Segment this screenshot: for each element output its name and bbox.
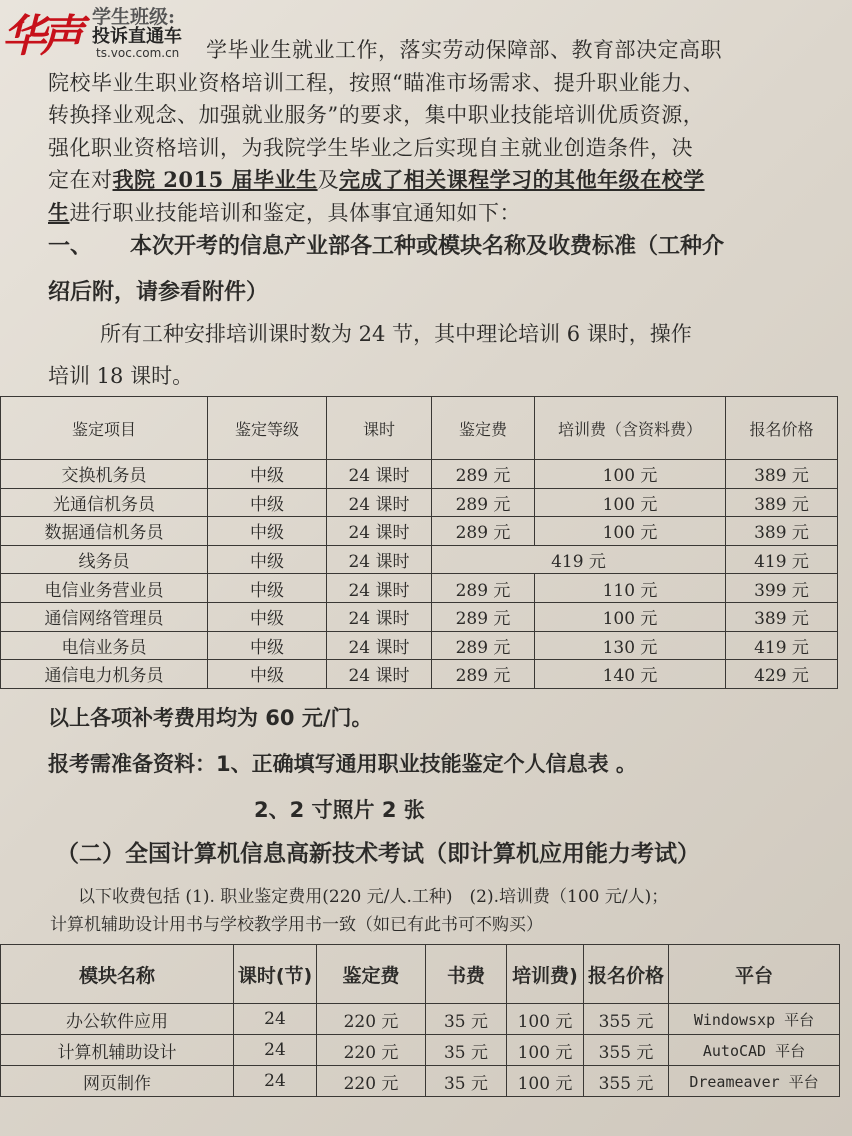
cell: 中级 — [208, 488, 327, 517]
cell: 通信电力机务员 — [1, 660, 208, 689]
fees-line-1: 以下收费包括 (1). 职业鉴定费用(220 元/人.工种) (2).培训费（100 元/人)； — [78, 887, 669, 907]
col-header: 平台 — [669, 945, 840, 1004]
cell: 35 元 — [426, 1035, 507, 1066]
table-row — [1, 545, 838, 574]
cell: 389 元 — [726, 488, 838, 517]
cell: 220 元 — [317, 1066, 426, 1097]
materials-line-2: 2、2 寸照片 2 张 — [254, 798, 425, 822]
col-header: 鉴定项目 — [1, 397, 208, 460]
table-row — [1, 602, 838, 631]
table-header-row — [1, 945, 840, 1004]
col-header: 报名价格 — [726, 397, 838, 460]
cell: 光通信机务员 — [1, 488, 208, 517]
brand-logo-script: 华声 — [2, 11, 78, 62]
col-header: 培训费（含资料费） — [535, 397, 726, 460]
col-header: 报名价格 — [584, 945, 669, 1004]
table-row — [1, 488, 838, 517]
cell: 110 元 — [535, 574, 726, 603]
cell: 24 课时 — [327, 545, 432, 574]
cell: 中级 — [208, 545, 327, 574]
table-row — [1, 660, 838, 689]
intro-line — [48, 164, 838, 197]
materials-line-1: 报考需准备资料：1、正确填写通用职业技能鉴定个人信息表 。 — [48, 752, 637, 776]
text-segment: 及 — [317, 168, 340, 192]
table-row — [1, 1066, 840, 1097]
intro-line: 学毕业生就业工作，落实劳动保障部、教育部决定高职 — [206, 38, 722, 62]
cell: 网页制作 — [1, 1066, 234, 1097]
col-header: 鉴定费 — [432, 397, 535, 460]
cell: 220 元 — [317, 1035, 426, 1066]
table-row — [1, 1004, 840, 1035]
cell: 35 元 — [426, 1004, 507, 1035]
cell: AutoCAD 平台 — [669, 1035, 840, 1066]
cell: 100 元 — [535, 460, 726, 489]
cell: 289 元 — [432, 574, 535, 603]
cell: 办公软件应用 — [1, 1004, 234, 1035]
fees-line-2: 计算机辅助设计用书与学校教学用书一致（如已有此书可不购买） — [50, 915, 543, 935]
col-header: 鉴定等级 — [208, 397, 327, 460]
text-segment: 定在对 — [48, 168, 113, 192]
cell: 24 — [234, 1066, 317, 1097]
cell: 289 元 — [432, 460, 535, 489]
table-row — [1, 460, 838, 489]
intro-line: 转换择业观念、加强就业服务”的要求，集中职业技能培训优质资源， — [48, 103, 705, 127]
cell: 100 元 — [507, 1066, 584, 1097]
cell: 289 元 — [432, 488, 535, 517]
merged-cell: 419 元 — [432, 545, 726, 574]
table-row — [1, 631, 838, 660]
col-header: 模块名称 — [1, 945, 234, 1004]
table-row — [1, 517, 838, 546]
cell: 355 元 — [584, 1004, 669, 1035]
intro-line: 院校毕业生职业资格培训工程，按照“瞄准市场需求、提升职业能力、 — [48, 70, 705, 95]
text-segment: 进行职业技能培训和鉴定，具体事宜通知如下： — [69, 200, 521, 225]
cell: 289 元 — [432, 631, 535, 660]
col-header: 鉴定费 — [317, 945, 426, 1004]
cell: 中级 — [208, 574, 327, 603]
cell: 交换机务员 — [1, 460, 208, 489]
cell: 24 课时 — [327, 517, 432, 546]
cell: 线务员 — [1, 545, 208, 574]
certification-fee-table — [0, 396, 838, 689]
cell: 24 — [234, 1004, 317, 1035]
section-title-cont: 绍后附，请参看附件） — [48, 279, 269, 305]
cell: 通信网络管理员 — [1, 602, 208, 631]
table-header-row — [1, 397, 838, 460]
watermark-title: 投诉直通车 — [92, 26, 182, 47]
underlined-text: 我院 2015 届毕业生 — [112, 167, 318, 192]
cell: 140 元 — [535, 660, 726, 689]
cell: 24 课时 — [327, 660, 432, 689]
section2-heading: （二）全国计算机信息高新技术考试（即计算机应用能力考试） — [56, 841, 700, 867]
cell: 289 元 — [432, 660, 535, 689]
cell: 220 元 — [317, 1004, 426, 1035]
cell: 389 元 — [726, 602, 838, 631]
cell: 中级 — [208, 602, 327, 631]
table-row — [1, 1035, 840, 1066]
intro-line: 强化职业资格培训，为我院学生毕业之后实现自主就业创造条件，决 — [48, 135, 693, 160]
cell: 100 元 — [507, 1004, 584, 1035]
cell: 24 课时 — [327, 631, 432, 660]
underlined-text: 完成了相关课程学习的其他年级在校学 — [339, 167, 705, 192]
cell: 419 元 — [726, 631, 838, 660]
cell: 100 元 — [535, 517, 726, 546]
table-row — [1, 574, 838, 603]
cell: 419 元 — [726, 545, 838, 574]
cell: 355 元 — [584, 1066, 669, 1097]
cell: 中级 — [208, 660, 327, 689]
intro-paragraph — [48, 34, 838, 229]
cell: 289 元 — [432, 517, 535, 546]
underlined-text: 生 — [48, 199, 70, 225]
cell: 24 课时 — [327, 602, 432, 631]
section1-heading — [48, 226, 724, 312]
cell: 355 元 — [584, 1035, 669, 1066]
col-header: 培训费) — [507, 945, 584, 1004]
cell: 24 — [234, 1035, 317, 1066]
hours-line: 所有工种安排培训课时数为 24 节，其中理论培训 6 课时，操作 — [100, 322, 692, 346]
cell: 289 元 — [432, 602, 535, 631]
cell: 计算机辅助设计 — [1, 1035, 234, 1066]
cell: 电信业务员 — [1, 631, 208, 660]
cell: 100 元 — [535, 488, 726, 517]
section-title: 本次开考的信息产业部各工种或模块名称及收费标准（工种介 — [130, 233, 725, 259]
cell: 电信业务营业员 — [1, 574, 208, 603]
cell: 中级 — [208, 460, 327, 489]
cell: 130 元 — [535, 631, 726, 660]
hours-paragraph — [48, 314, 692, 396]
cell: 100 元 — [507, 1035, 584, 1066]
computer-exam-table — [0, 944, 840, 1097]
cell: 429 元 — [726, 660, 838, 689]
cell: 35 元 — [426, 1066, 507, 1097]
cell: 100 元 — [535, 602, 726, 631]
cell: 24 课时 — [327, 460, 432, 489]
hours-line: 培训 18 课时。 — [48, 364, 194, 388]
cell: Dreameaver 平台 — [669, 1066, 840, 1097]
cell: 24 课时 — [327, 574, 432, 603]
col-header: 书费 — [426, 945, 507, 1004]
col-header: 课时 — [327, 397, 432, 460]
cell: 399 元 — [726, 574, 838, 603]
cell: 中级 — [208, 631, 327, 660]
cell: 数据通信机务员 — [1, 517, 208, 546]
watermark-url: ts.voc.com.cn — [96, 46, 180, 60]
cell: Windowsxp 平台 — [669, 1004, 840, 1035]
partial-heading: 学生班级: — [92, 6, 176, 28]
cell: 389 元 — [726, 517, 838, 546]
cell: 中级 — [208, 517, 327, 546]
makeup-fee-note: 以上各项补考费用均为 60 元/门。 — [48, 706, 373, 730]
intro-line — [48, 197, 838, 230]
col-header: 课时(节) — [234, 945, 317, 1004]
cell: 24 课时 — [327, 488, 432, 517]
section-number: 一、 — [48, 233, 93, 259]
cell: 389 元 — [726, 460, 838, 489]
